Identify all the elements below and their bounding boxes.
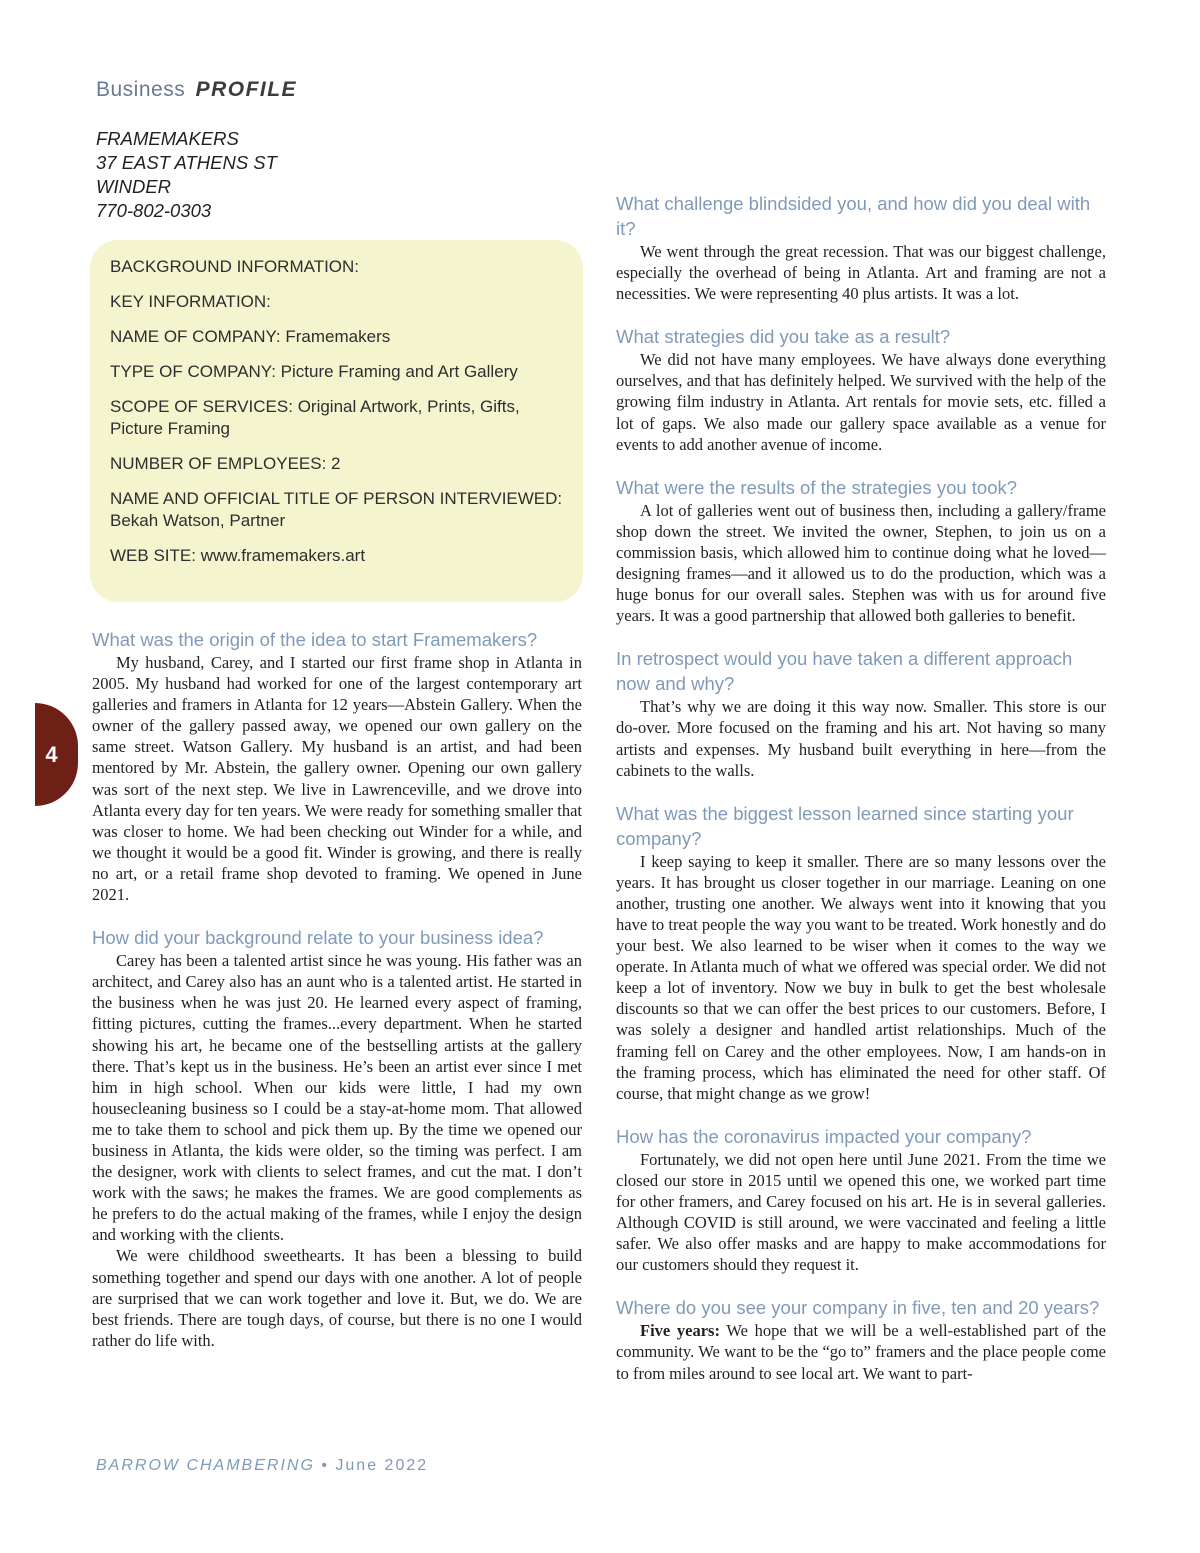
answer-paragraph: We did not have many employees. We have always done everything ourselves, and that has definitely helped. We survived with the help of the growing film industry in Atlanta. Art rentals for movie sets, etc. filled a lot of gaps. We also made our gallery space available as a venue for events to add another avenue of income.: [616, 350, 1106, 454]
address-line: 37 EAST ATHENS ST: [96, 152, 277, 173]
question-heading: What strategies did you take as a result?: [616, 326, 951, 348]
qa-block: [92, 925, 582, 1351]
answer-paragraph: That’s why we are doing it this way now. Smaller. This store is our do-over. More focused on the framing and his art. Not having so many artists and expenses. My husband built everything in here—from the cabinets to the walls.: [616, 697, 1106, 780]
info-label: KEY INFORMATION:: [110, 292, 271, 311]
answer-paragraph: [616, 1320, 1106, 1383]
info-value: Picture Framing and Art Gallery: [275, 362, 518, 381]
answer-text: We hope that we will be a well-established part of the community. We want to be the “go to” framers and the place people come to from miles around to see local art. We want to part-: [616, 1321, 1106, 1383]
qa-block: [616, 475, 1106, 627]
answer-paragraph: My husband, Carey, and I started our first frame shop in Atlanta in 2005. My husband had worked for one of the largest contemporary art galleries and framers in Atlanta for 12 years—Abstein Gallery. When the owner of the gallery passed away, we opened our own gallery on the same street. Watson Gallery. My husband is an artist, and had been mentored by Mr. Abstein, the gallery owner. Opening our own gallery was sort of the next step. We live in Lawrenceville, and we drove into Atlanta every day for ten years. We were ready for something smaller that was closer to home. We had been checking out Winder for a while, and we thought it would be a good fit. Winder is growing, and there is really no art, or a retail frame shop devoted to framing. We opened in June 2021.: [92, 653, 582, 905]
question-heading: What were the results of the strategies you took?: [616, 476, 1018, 498]
footer-publication: BARROW CHAMBERING: [96, 1457, 315, 1474]
info-value: Original Artwork, Prints, Gifts, Picture Framing: [110, 397, 520, 438]
question-heading: What was the biggest lesson learned since starting your company?: [616, 802, 1074, 849]
info-value: www.framemakers.art: [195, 546, 366, 565]
header-profile: PROFILE: [195, 78, 298, 101]
address-line: FRAMEMAKERS: [96, 128, 239, 149]
question-heading: How has the coronavirus impacted your company?: [616, 1125, 1032, 1147]
answer-paragraph: We went through the great recession. That was our biggest challenge, especially the overhead of being in Atlanta. Art and framing are not a necessities. We were representing 40 plus artists. It was a lot.: [616, 242, 1106, 304]
footer-date: June 2022: [335, 1457, 429, 1474]
answer-paragraph: I keep saying to keep it smaller. There are so many lessons over the years. It has brought us closer together in our marriage. Leaning on one another, trusting one another. We always went into it knowing that you have to treat people the way you want to be treated. Work honestly and do your best. We also learned to be wiser when it comes to the way we operate. In Atlanta much of what we offered was special order. We did not keep a lot of inventory. Now we buy in bulk to get the best wholesale discounts so that we can offer the best prices to our customers. Before, I was solely a designer and handled artist relationships. Much of the framing fell on Carey and the other employees. Now, I am hands-on in the framing process, which has eliminated the need for other staff. Of course, that might change as we grow!: [616, 851, 1106, 1103]
info-label: BACKGROUND INFORMATION:: [110, 257, 360, 276]
section-header: [96, 78, 297, 102]
question-heading: How did your background relate to your business idea?: [92, 927, 544, 949]
info-value: Bekah Watson, Partner: [110, 511, 286, 530]
info-row: [110, 361, 563, 383]
question-heading: Where do you see your company in five, ten and 20 years?: [616, 1297, 1100, 1319]
answer-paragraph: We were childhood sweethearts. It has been a blessing to build something together and spend our days with one another. A lot of people are surprised that we can work together and love it. But, we do. We are best friends. There are tough days, of course, but there is no one I would rather do life with.: [92, 1246, 582, 1350]
info-row: [110, 326, 563, 348]
qa-block: [616, 646, 1106, 780]
right-column: [616, 191, 1106, 1404]
qa-block: [92, 627, 582, 905]
info-row: [110, 396, 563, 440]
info-row: [110, 291, 563, 313]
info-row: [110, 488, 563, 532]
footer-separator: •: [314, 1457, 336, 1474]
qa-block: [616, 191, 1106, 304]
answer-paragraph: Carey has been a talented artist since he was young. His father was an architect, and Carey also has an aunt who is a talented artist. He started in the business when he was just 20. He learned every aspect of framing, fitting pictures, cutting the frames...every department. When he started showing his art, he became one of the bestselling artists at the gallery there. That’s kept us in the business. He’s been an artist ever since I met him in high school. When our kids were little, I had my own housecleaning business so I could be a stay-at-home mom. That allowed me to take them to school and pick them up. By the time we opened our business in Atlanta, the kids were older, so the timing was perfect. I am the designer, work with clients to select frames, and cut the mat. I don’t work with the saws; he makes the frames. We are good complements as he prefers to do the actual making of the frames, while I enjoy the design and working with the clients.: [92, 951, 582, 1245]
info-label: NAME AND OFFICIAL TITLE OF PERSON INTERVIEWED:: [110, 489, 563, 508]
qa-block: [616, 324, 1106, 454]
question-heading: What challenge blindsided you, and how did you deal with it?: [616, 193, 1091, 239]
info-label: SCOPE OF SERVICES:: [110, 397, 293, 416]
page-footer: [96, 1457, 428, 1475]
question-heading: In retrospect would you have taken a different approach now and why?: [616, 648, 1073, 695]
qa-block: [616, 1295, 1106, 1383]
header-business: Business: [96, 78, 186, 101]
address-line: WINDER: [96, 176, 172, 197]
info-row: [110, 453, 563, 475]
info-box: [90, 240, 583, 602]
answer-paragraph: Fortunately, we did not open here until June 2021. From the time we closed our store in 2015 until we opened this one, we worked part time for other framers, and Carey focused on his art. He is in several galleries. Although COVID is still around, we were vaccinated and feeling a little safer. We also offer masks and are happy to make accommodations for our customers should they request it.: [616, 1149, 1106, 1275]
company-address: [96, 127, 277, 223]
answer-paragraph: A lot of galleries went out of business then, including a gallery/frame shop down the street. We invited the owner, Stephen, to join us on a commission basis, which allowed him to continue doing what he loved—designing frames—and it allowed us to do the production, which was a huge bonus for our overall sales. Stephen was with us for around five years. It was a good partnership that allowed both galleries to benefit.: [616, 500, 1106, 626]
info-label: TYPE OF COMPANY:: [110, 362, 276, 381]
info-row: [110, 256, 563, 278]
page-number-tab: [35, 703, 78, 806]
info-label: WEB SITE:: [110, 546, 196, 565]
info-label: NAME OF COMPANY:: [110, 327, 281, 346]
page-number: 4: [45, 741, 58, 767]
info-row: [110, 545, 563, 567]
info-value: Framemakers: [280, 327, 391, 346]
info-label: NUMBER OF EMPLOYEES:: [110, 454, 327, 473]
address-line: 770-802-0303: [96, 200, 212, 221]
left-column: [92, 627, 582, 1371]
info-value: 2: [326, 454, 341, 473]
question-heading: What was the origin of the idea to start Framemakers?: [92, 629, 538, 650]
qa-block: [616, 801, 1106, 1104]
answer-lead: Five years:: [640, 1321, 720, 1341]
qa-block: [616, 1124, 1106, 1276]
